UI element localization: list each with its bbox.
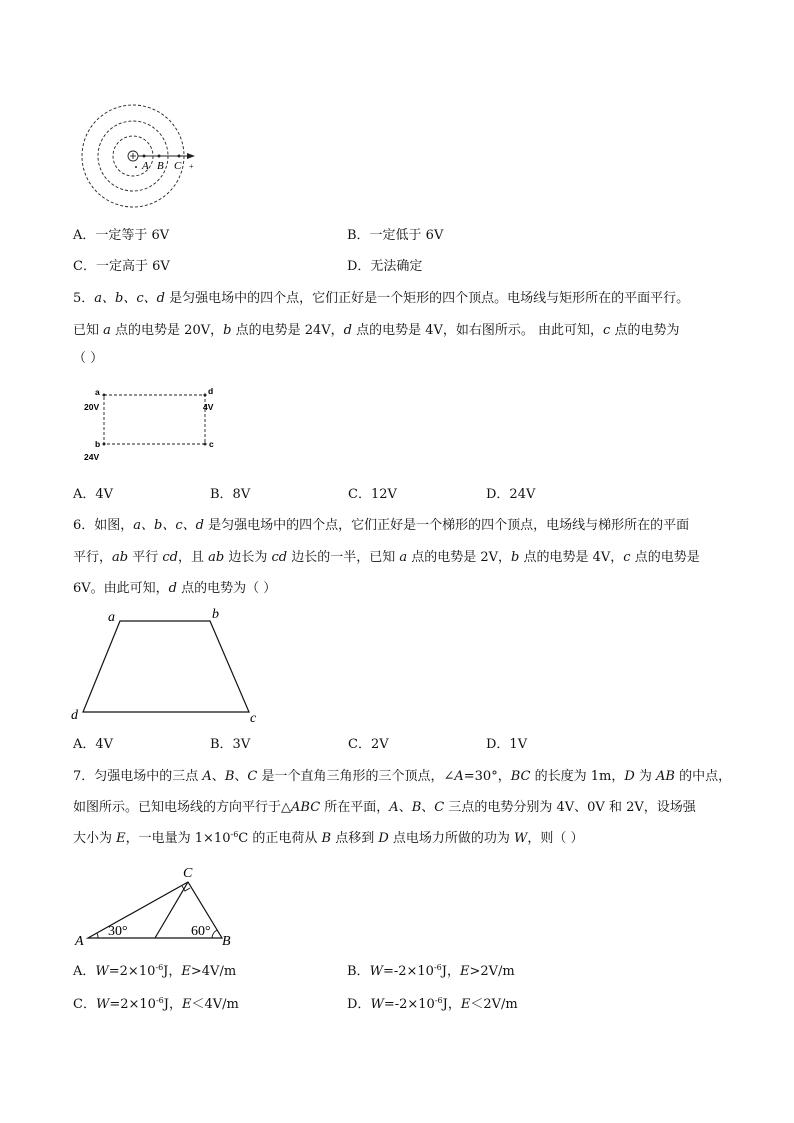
q6-trapezoid	[83, 621, 249, 712]
q5-label-a: a	[95, 387, 100, 397]
label-b: B	[157, 160, 164, 172]
q7-angle-arc-a	[97, 933, 98, 938]
q7-label-a: A	[75, 934, 84, 949]
q5-dot-a	[103, 394, 106, 397]
q4-option-b[interactable]: B．一定低于 6V	[347, 228, 444, 243]
q7-label-c: C	[183, 866, 193, 881]
q7-option-c[interactable]: C．$W=2\times 10^{-6}J$，E＜4V/m	[73, 996, 239, 1012]
q5-rectangle	[104, 395, 205, 444]
q7-stem-line2: 如图所示。已知电场线的方向平行于△ABC 所在平面，A、B、C 三点的电势分别为 4V、0V 和 2V，设场强	[73, 800, 696, 815]
q7-option-b[interactable]: B．$W=-2\times 10^{-6}J$，E>2V/m	[347, 963, 515, 979]
q7-angle-arc-b	[212, 930, 217, 938]
q6-label-b: b	[212, 607, 219, 622]
field-arrow-head	[187, 153, 195, 159]
q5-dot-c	[204, 443, 207, 446]
q5-label-d: d	[208, 386, 214, 396]
q5-option-d[interactable]: D．24V	[486, 487, 536, 502]
q5-label-v-b: 24V	[84, 452, 100, 462]
q7-median-cd	[155, 882, 188, 938]
point-dot-small	[135, 166, 137, 168]
q5-option-c[interactable]: C．12V	[348, 487, 397, 502]
q5-label-c: c	[209, 439, 214, 449]
q6-figure	[68, 604, 268, 726]
label-a: A	[142, 160, 149, 172]
q6-label-d: d	[71, 708, 78, 723]
q5-dot-b	[103, 443, 106, 446]
q7-angle-b-label: 60°	[191, 924, 211, 939]
q6-label-a: a	[108, 610, 115, 625]
q4-option-c[interactable]: C．一定高于 6V	[73, 259, 170, 274]
point-dot-c	[178, 155, 181, 158]
q7-figure	[72, 860, 242, 950]
point-dot-a	[143, 155, 146, 158]
point-dot-b	[158, 155, 161, 158]
q6-stem-line3: 6V。由此可知，d 点的电势为（ ）	[73, 581, 277, 596]
q5-option-b[interactable]: B．8V	[210, 487, 251, 502]
q6-label-c: c	[250, 711, 257, 726]
q7-stem-line1: 7．匀强电场中的三点 A、B、C 是一个直角三角形的三个顶点，∠A=30°，BC 的长度为 1m，D 为 AB 的中点，	[73, 769, 732, 784]
q6-option-b[interactable]: B．3V	[210, 737, 251, 752]
q5-stem-line2: 已知 a 点的电势是 20V，b 点的电势是 24V，d 点的电势是 4V，如右图所示。 由此可知，c 点的电势为	[73, 323, 680, 338]
q6-option-a[interactable]: A．4V	[73, 737, 114, 752]
q6-stem-line1: 6．如图，a、b、c、d 是匀强电场中的四个点，它们正好是一个梯形的四个顶点，电场线与梯形所在的平面	[73, 518, 690, 533]
q5-stem-line1: 5．a、b、c、d 是匀强电场中的四个点，它们正好是一个矩形的四个顶点。电场线与矩形所在的平面平行。	[73, 291, 690, 306]
q5-stem-line3: （ ）	[73, 351, 104, 366]
q4-option-a[interactable]: A．一定等于 6V	[73, 228, 170, 243]
q5-label-v-a: 20V	[84, 402, 100, 412]
q5-label-v-d: 4V	[203, 402, 214, 412]
q5-option-a[interactable]: A．4V	[73, 487, 114, 502]
q6-stem-line2: 平行，ab 平行 cd，且 ab 边长为 cd 边长的一半，已知 a 点的电势是 2V，b 点的电势是 4V，c 点的电势是	[73, 550, 700, 565]
q5-label-b: b	[95, 439, 101, 449]
q4-figure	[76, 100, 206, 210]
q4-option-d[interactable]: D．无法确定	[347, 259, 423, 274]
q7-option-a[interactable]: A．$W=2\times 10^{-6}J$，E>4V/m	[73, 963, 237, 979]
q7-stem-line3: 大小为 E，一电量为 $1\times 10^{-6}C$ 的正电荷从 B 点移到 D 点电场力所做的功为 W，则（ ）	[73, 830, 584, 846]
q6-option-d[interactable]: D．1V	[486, 737, 528, 752]
q5-figure	[80, 382, 230, 464]
q7-label-b: B	[222, 934, 231, 949]
q6-option-c[interactable]: C．2V	[348, 737, 389, 752]
label-plus: +	[189, 162, 194, 171]
q7-option-d[interactable]: D．$W=-2\times 10^{-6}J$，E＜2V/m	[347, 996, 518, 1012]
q5-dot-d	[204, 394, 207, 397]
label-c: C	[174, 160, 182, 172]
q7-angle-a-label: 30°	[108, 924, 128, 939]
